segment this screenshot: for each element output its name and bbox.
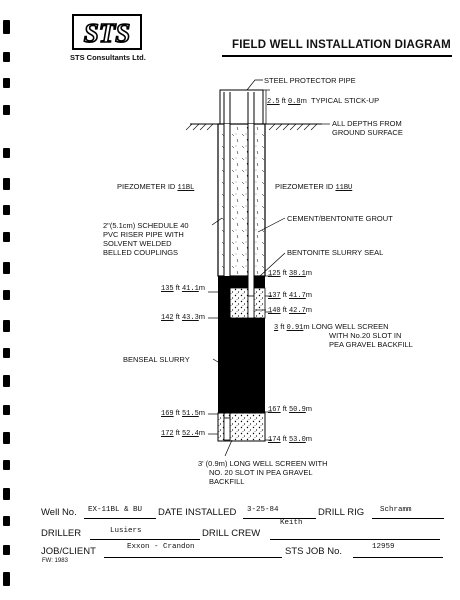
- label-depths-line2: GROUND SURFACE: [332, 128, 403, 137]
- depth-right-4: 167 ft 50.9m: [268, 404, 313, 414]
- piezometer-right-id: 11BU: [335, 184, 353, 192]
- label-piezometer-right: [275, 182, 352, 193]
- depth-right-3: 140 ft 42.7m: [268, 305, 313, 315]
- label-riser-line1: 2"(5.1cm) SCHEDULE 40: [103, 221, 189, 230]
- label-piezometer-left: [117, 182, 194, 193]
- label-riser-line4: BELLED COUPLINGS: [103, 248, 179, 257]
- date-installed-field[interactable]: 3-25-84: [247, 506, 279, 514]
- depth-left-4: 172 ft 52.4m: [161, 428, 206, 438]
- label-lower-screen-line3: BACKFILL: [209, 477, 245, 486]
- sts-job-no-label: STS JOB No.: [285, 546, 343, 557]
- drill-crew-label: DRILL CREW: [202, 528, 261, 539]
- company-name: STS Consultants Ltd.: [70, 53, 146, 62]
- form-code: FW: 1983: [42, 558, 68, 564]
- label-upper-screen-line2: WITH No.20 SLOT IN: [329, 331, 402, 340]
- depth-left-3: 169 ft 51.5m: [161, 408, 206, 418]
- driller-label: DRILLER: [41, 528, 82, 539]
- svg-text:STS: STS: [83, 18, 131, 48]
- bentonite-seal-upper: [218, 276, 265, 288]
- depth-left-1: 135 ft 41.1m: [161, 283, 206, 293]
- stickup-ft-value: 2.5: [267, 98, 280, 106]
- piezometer-left-id: 11BL: [177, 184, 195, 192]
- depth-right-1: 125 ft 38.1m: [268, 268, 313, 278]
- depth-right-5: 174 ft 53.0m: [268, 434, 313, 444]
- label-lower-screen-line1: 3' (0.9m) LONG WELL SCREEN WITH: [198, 459, 328, 468]
- driller-field[interactable]: Lusiers: [110, 527, 142, 535]
- drill-rig-label: DRILL RIG: [318, 507, 365, 518]
- label-upper-screen-line3: PEA GRAVEL BACKFILL: [329, 340, 413, 349]
- piezometer-right-label: PIEZOMETER ID: [275, 182, 334, 191]
- depth-right-2: 137 ft 41.7m: [268, 290, 313, 300]
- well-no-label: Well No.: [41, 507, 77, 518]
- riser-pipe-right-fill: [249, 124, 254, 318]
- riser-pipe-left-fill: [225, 124, 230, 276]
- label-lower-screen-line2: NO. 20 SLOT IN PEA GRAVEL: [209, 468, 313, 477]
- well-no-field[interactable]: EX-11BL & BU: [88, 506, 143, 514]
- label-upper-screen-line1: 3 ft 0.91m LONG WELL SCREEN: [274, 322, 389, 332]
- label-riser-line3: SOLVENT WELDED: [103, 239, 172, 248]
- leader-benseal: [213, 359, 218, 362]
- upper-well-screen: [248, 296, 254, 318]
- stickup-m-unit: m: [300, 96, 307, 105]
- lower-well-screen: [224, 418, 230, 440]
- label-riser-line2: PVC RISER PIPE WITH: [103, 230, 184, 239]
- label-steel-protector-pipe: STEEL PROTECTOR PIPE: [264, 76, 356, 85]
- benseal-slurry-fill: [218, 318, 265, 413]
- date-installed-label: DATE INSTALLED: [158, 507, 237, 518]
- page-title: FIELD WELL INSTALLATION DIAGRAM: [232, 39, 451, 51]
- stickup-m-value: 0.8: [287, 98, 301, 106]
- drill-crew-field[interactable]: Keith: [280, 519, 303, 527]
- depth-left-2: 142 ft 43.3m: [161, 312, 206, 322]
- label-stickup: [267, 96, 379, 107]
- sts-job-no-field[interactable]: 12959: [372, 543, 395, 551]
- label-cement-grout: CEMENT/BENTONITE GROUT: [287, 214, 393, 223]
- label-benseal-slurry: BENSEAL SLURRY: [123, 355, 190, 364]
- leader-steel-pipe: [247, 80, 263, 90]
- stickup-text: TYPICAL STICK-UP: [311, 96, 380, 105]
- label-bentonite-seal: BENTONITE SLURRY SEAL: [287, 248, 384, 257]
- stickup-ft-unit: ft: [281, 96, 286, 105]
- job-client-label: JOB/CLIENT: [41, 546, 96, 557]
- label-depths-line1: ALL DEPTHS FROM: [332, 119, 402, 128]
- piezometer-left-label: PIEZOMETER ID: [117, 182, 176, 191]
- leader-lower-screen: [225, 440, 232, 456]
- drill-rig-field[interactable]: Schramm: [380, 506, 412, 514]
- job-client-field[interactable]: Exxon - Crandon: [127, 543, 195, 551]
